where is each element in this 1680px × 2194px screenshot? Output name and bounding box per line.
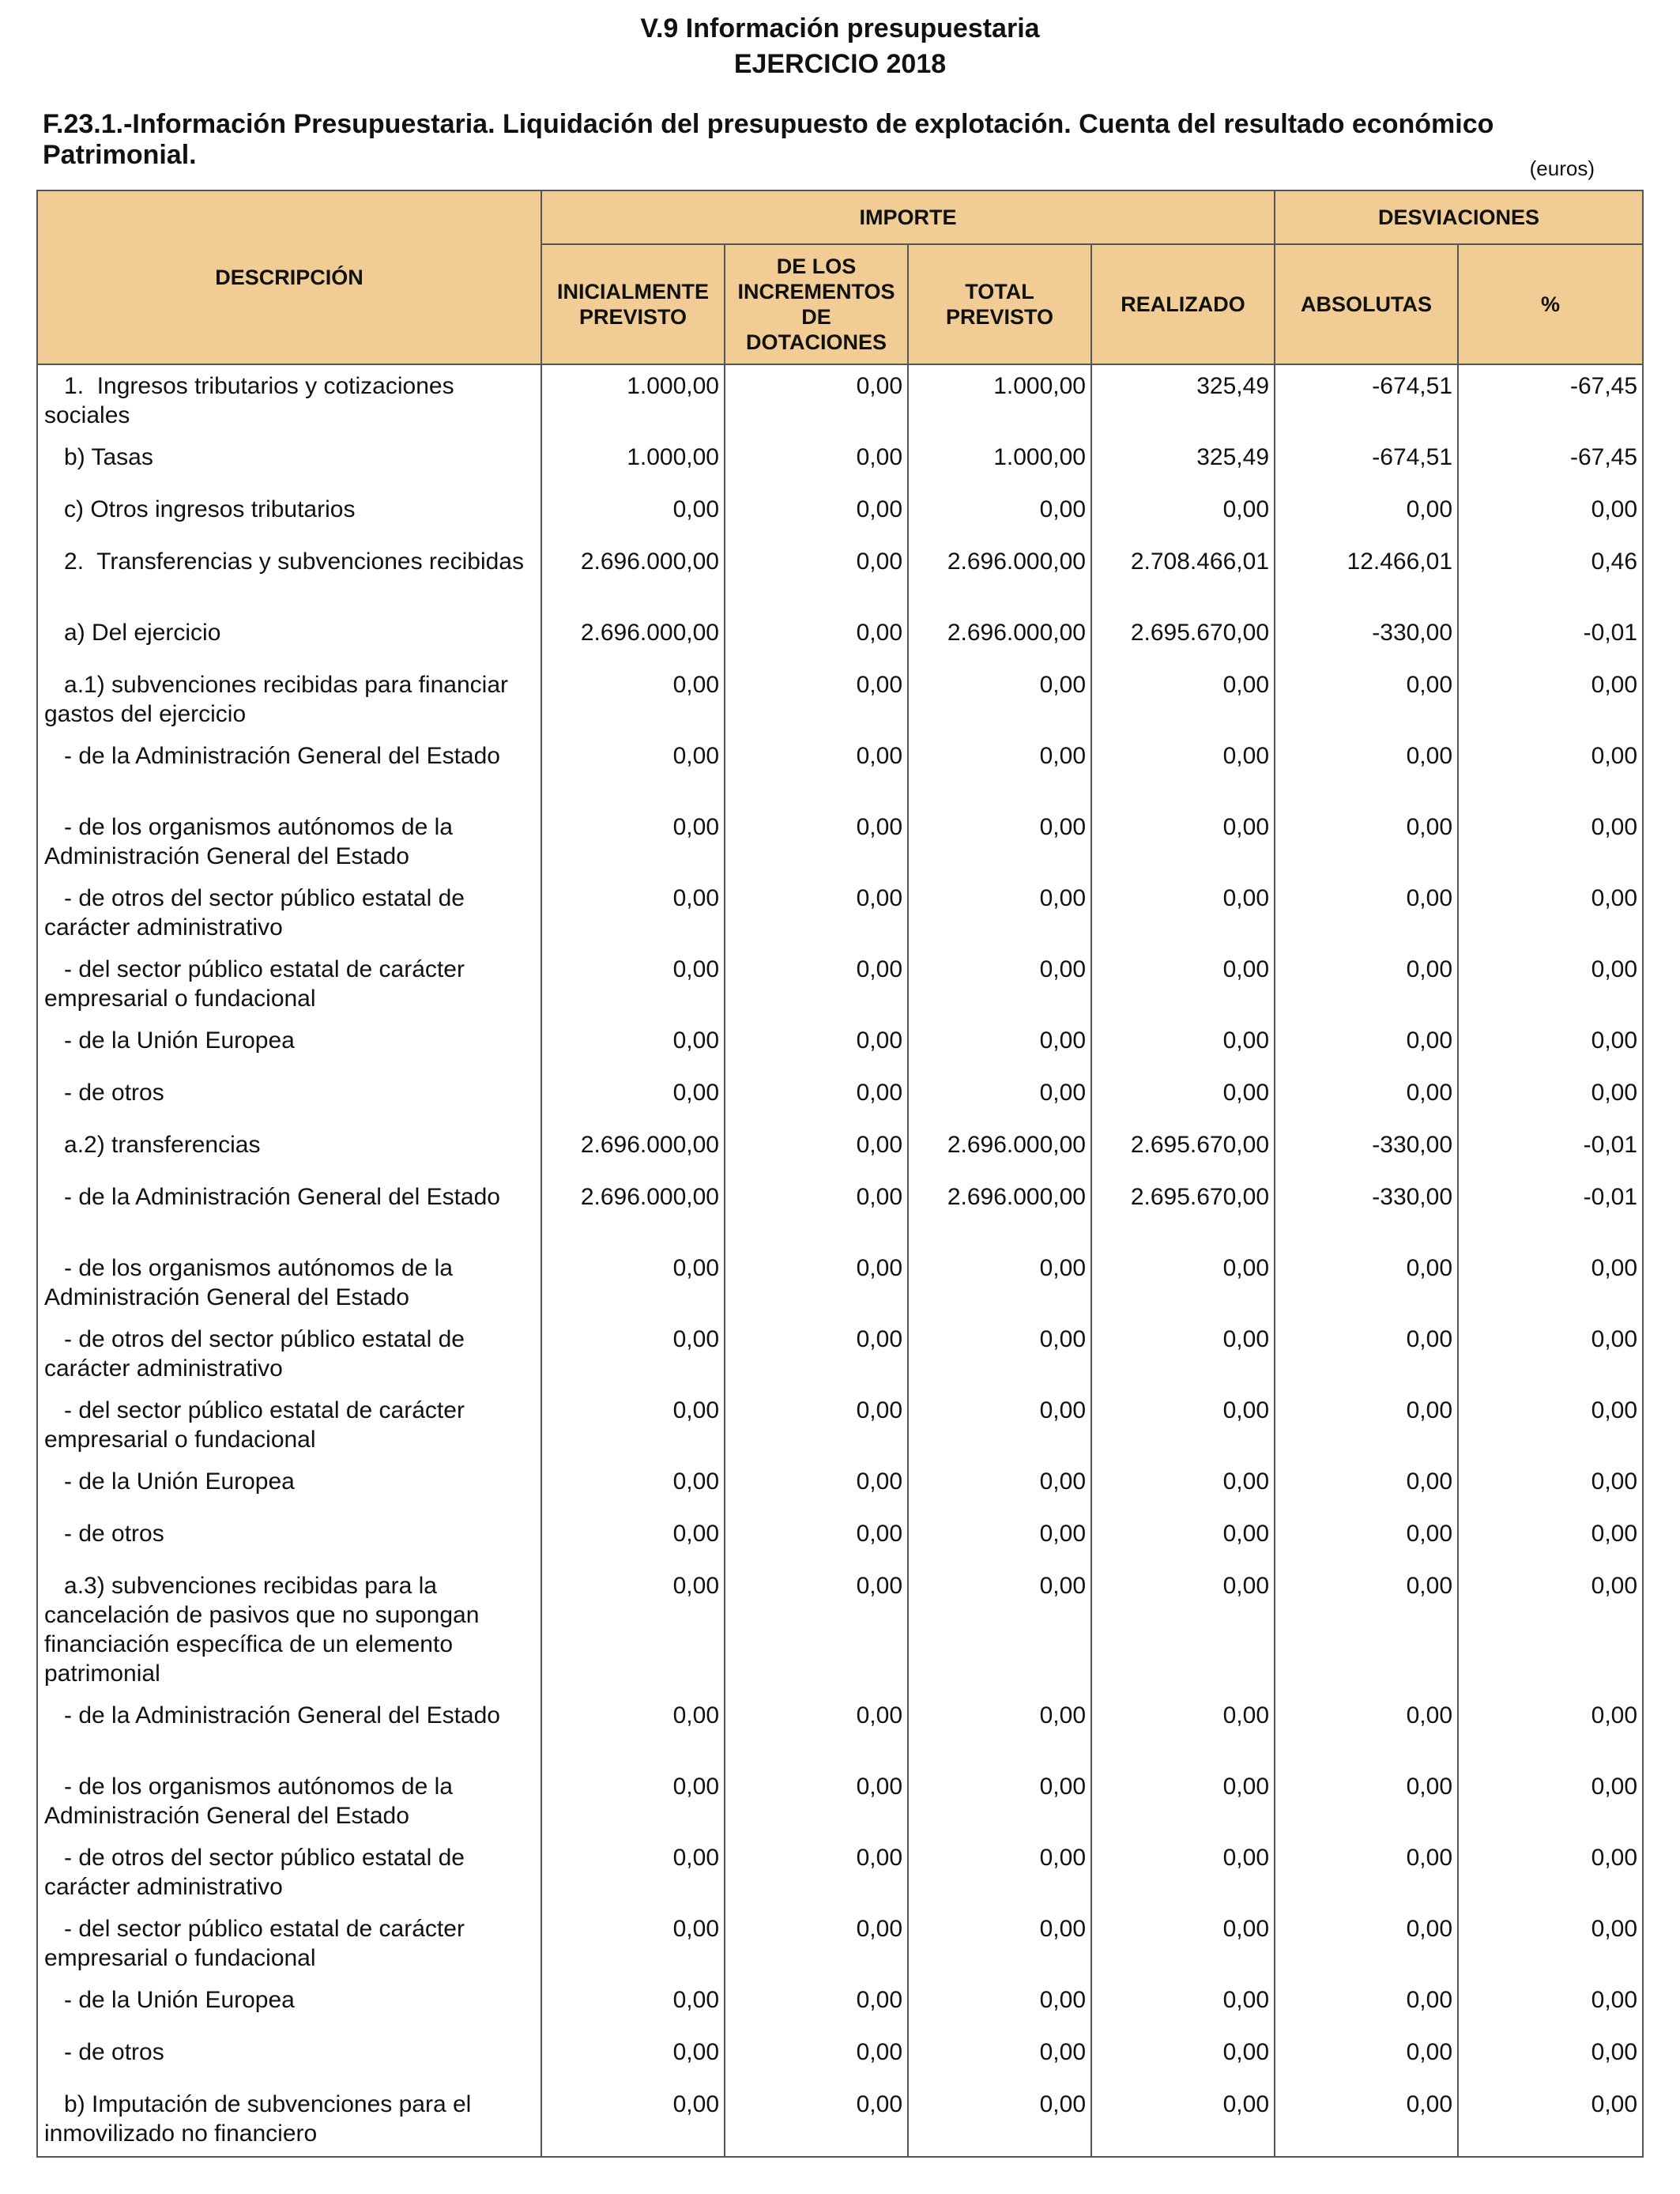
- table-row: [37, 613, 1643, 665]
- table-row: [37, 1320, 1643, 1391]
- total-previsto-cell: 0,00: [908, 879, 1091, 950]
- porcentaje-cell: 0,00: [1458, 1320, 1643, 1391]
- description-cell: a.3) subvenciones recibidas para la cancelación de pasivos que no supongan financiación específica de un elemento patrimonial: [37, 1566, 541, 1696]
- absolutas-cell: 0,00: [1275, 950, 1458, 1021]
- total-previsto-cell: 0,00: [908, 1566, 1091, 1696]
- inicialmente-previsto-cell: 0,00: [541, 1021, 725, 1073]
- realizado-cell: 0,00: [1091, 2085, 1275, 2157]
- header-porcentaje: %: [1458, 244, 1643, 364]
- description-cell: - de otros: [37, 1514, 541, 1566]
- description-cell: a) Del ejercicio: [37, 613, 541, 665]
- description-cell: - de otros: [37, 1073, 541, 1125]
- absolutas-cell: 0,00: [1275, 1981, 1458, 2033]
- porcentaje-cell: -67,45: [1458, 364, 1643, 438]
- description-cell: - del sector público estatal de carácter empresarial o fundacional: [37, 950, 541, 1021]
- inicialmente-previsto-cell: 1.000,00: [541, 438, 725, 490]
- incrementos-cell: 0,00: [725, 1566, 908, 1696]
- total-previsto-cell: 0,00: [908, 2033, 1091, 2085]
- table-row: [37, 1767, 1643, 1838]
- header-total-previsto: TOTAL PREVISTO: [908, 244, 1091, 364]
- total-previsto-cell: 1.000,00: [908, 364, 1091, 438]
- porcentaje-cell: 0,00: [1458, 1696, 1643, 1767]
- porcentaje-cell: 0,00: [1458, 2085, 1643, 2157]
- absolutas-cell: 0,00: [1275, 1838, 1458, 1909]
- table-row: [37, 1566, 1643, 1696]
- realizado-cell: 325,49: [1091, 364, 1275, 438]
- incrementos-cell: 0,00: [725, 665, 908, 737]
- realizado-cell: 2.695.670,00: [1091, 1178, 1275, 1249]
- description-cell: - del sector público estatal de carácter empresarial o fundacional: [37, 1391, 541, 1462]
- header-inicialmente-previsto: INICIALMENTE PREVISTO: [541, 244, 725, 364]
- table-body: [37, 364, 1643, 2157]
- realizado-cell: 0,00: [1091, 1514, 1275, 1566]
- table-row: [37, 2085, 1643, 2157]
- absolutas-cell: -674,51: [1275, 438, 1458, 490]
- budget-table: [36, 190, 1644, 2158]
- description-cell: - de la Administración General del Estado: [37, 1696, 541, 1767]
- porcentaje-cell: -67,45: [1458, 438, 1643, 490]
- description-cell: - de la Unión Europea: [37, 1462, 541, 1514]
- inicialmente-previsto-cell: 0,00: [541, 2033, 725, 2085]
- realizado-cell: 2.695.670,00: [1091, 613, 1275, 665]
- inicialmente-previsto-cell: 0,00: [541, 1391, 725, 1462]
- inicialmente-previsto-cell: 0,00: [541, 665, 725, 737]
- porcentaje-cell: 0,00: [1458, 1514, 1643, 1566]
- header-absolutas: ABSOLUTAS: [1275, 244, 1458, 364]
- absolutas-cell: -330,00: [1275, 1178, 1458, 1249]
- total-previsto-cell: 0,00: [908, 2085, 1091, 2157]
- page-title: V.9 Información presupuestaria: [640, 13, 1040, 43]
- porcentaje-cell: 0,00: [1458, 1073, 1643, 1125]
- description-cell: b) Imputación de subvenciones para el inmovilizado no financiero: [37, 2085, 541, 2157]
- inicialmente-previsto-cell: 0,00: [541, 1514, 725, 1566]
- total-previsto-cell: 0,00: [908, 1767, 1091, 1838]
- total-previsto-cell: 2.696.000,00: [908, 542, 1091, 613]
- table-row: [37, 1391, 1643, 1462]
- porcentaje-cell: 0,00: [1458, 879, 1643, 950]
- realizado-cell: 0,00: [1091, 2033, 1275, 2085]
- porcentaje-cell: 0,00: [1458, 808, 1643, 879]
- realizado-cell: 0,00: [1091, 1566, 1275, 1696]
- table-row: [37, 950, 1643, 1021]
- incrementos-cell: 0,00: [725, 1178, 908, 1249]
- table-row: [37, 364, 1643, 438]
- realizado-cell: 0,00: [1091, 1838, 1275, 1909]
- inicialmente-previsto-cell: 2.696.000,00: [541, 613, 725, 665]
- header-incrementos: DE LOS INCREMENTOS DE DOTACIONES: [725, 244, 908, 364]
- realizado-cell: 0,00: [1091, 665, 1275, 737]
- realizado-cell: 0,00: [1091, 1073, 1275, 1125]
- total-previsto-cell: 1.000,00: [908, 438, 1091, 490]
- realizado-cell: 0,00: [1091, 490, 1275, 542]
- absolutas-cell: -330,00: [1275, 613, 1458, 665]
- absolutas-cell: 0,00: [1275, 1021, 1458, 1073]
- total-previsto-cell: 0,00: [908, 1073, 1091, 1125]
- table-row: [37, 1073, 1643, 1125]
- inicialmente-previsto-cell: 0,00: [541, 1073, 725, 1125]
- total-previsto-cell: 0,00: [908, 1514, 1091, 1566]
- table-row: [37, 879, 1643, 950]
- incrementos-cell: 0,00: [725, 1249, 908, 1320]
- description-cell: b) Tasas: [37, 438, 541, 490]
- incrementos-cell: 0,00: [725, 1767, 908, 1838]
- incrementos-cell: 0,00: [725, 808, 908, 879]
- incrementos-cell: 0,00: [725, 1125, 908, 1178]
- realizado-cell: 0,00: [1091, 1021, 1275, 1073]
- description-cell: - de la Unión Europea: [37, 1981, 541, 2033]
- inicialmente-previsto-cell: 0,00: [541, 1696, 725, 1767]
- description-cell: c) Otros ingresos tributarios: [37, 490, 541, 542]
- absolutas-cell: 12.466,01: [1275, 542, 1458, 613]
- description-cell: - de otros del sector público estatal de carácter administrativo: [37, 1320, 541, 1391]
- total-previsto-cell: 0,00: [908, 1462, 1091, 1514]
- realizado-cell: 0,00: [1091, 1462, 1275, 1514]
- description-cell: - del sector público estatal de carácter empresarial o fundacional: [37, 1909, 541, 1981]
- absolutas-cell: 0,00: [1275, 2085, 1458, 2157]
- absolutas-cell: 0,00: [1275, 1514, 1458, 1566]
- incrementos-cell: 0,00: [725, 364, 908, 438]
- total-previsto-cell: 0,00: [908, 1021, 1091, 1073]
- incrementos-cell: 0,00: [725, 1981, 908, 2033]
- realizado-cell: 0,00: [1091, 1767, 1275, 1838]
- table-row: [37, 1178, 1643, 1249]
- realizado-cell: 0,00: [1091, 1249, 1275, 1320]
- incrementos-cell: 0,00: [725, 737, 908, 808]
- table-row: [37, 1981, 1643, 2033]
- absolutas-cell: 0,00: [1275, 1391, 1458, 1462]
- description-cell: - de la Unión Europea: [37, 1021, 541, 1073]
- total-previsto-cell: 0,00: [908, 490, 1091, 542]
- inicialmente-previsto-cell: 0,00: [541, 2085, 725, 2157]
- realizado-cell: 0,00: [1091, 1320, 1275, 1391]
- porcentaje-cell: 0,00: [1458, 1909, 1643, 1981]
- realizado-cell: 0,00: [1091, 1696, 1275, 1767]
- description-cell: - de los organismos autónomos de la Administración General del Estado: [37, 1767, 541, 1838]
- total-previsto-cell: 2.696.000,00: [908, 1125, 1091, 1178]
- porcentaje-cell: 0,00: [1458, 1767, 1643, 1838]
- absolutas-cell: 0,00: [1275, 1249, 1458, 1320]
- header-desviaciones: DESVIACIONES: [1275, 190, 1643, 244]
- total-previsto-cell: 0,00: [908, 808, 1091, 879]
- incrementos-cell: 0,00: [725, 2033, 908, 2085]
- absolutas-cell: 0,00: [1275, 2033, 1458, 2085]
- description-cell: - de los organismos autónomos de la Administración General del Estado: [37, 1249, 541, 1320]
- table-row: [37, 490, 1643, 542]
- table-row: [37, 808, 1643, 879]
- realizado-cell: 2.708.466,01: [1091, 542, 1275, 613]
- porcentaje-cell: 0,00: [1458, 2033, 1643, 2085]
- total-previsto-cell: 0,00: [908, 1249, 1091, 1320]
- porcentaje-cell: -0,01: [1458, 1178, 1643, 1249]
- table-row: [37, 438, 1643, 490]
- absolutas-cell: 0,00: [1275, 1767, 1458, 1838]
- inicialmente-previsto-cell: 0,00: [541, 1249, 725, 1320]
- inicialmente-previsto-cell: 0,00: [541, 1462, 725, 1514]
- absolutas-cell: 0,00: [1275, 1073, 1458, 1125]
- inicialmente-previsto-cell: 0,00: [541, 1838, 725, 1909]
- incrementos-cell: 0,00: [725, 1462, 908, 1514]
- total-previsto-cell: 0,00: [908, 1320, 1091, 1391]
- absolutas-cell: -674,51: [1275, 364, 1458, 438]
- porcentaje-cell: 0,00: [1458, 1981, 1643, 2033]
- total-previsto-cell: 0,00: [908, 1696, 1091, 1767]
- incrementos-cell: 0,00: [725, 438, 908, 490]
- porcentaje-cell: 0,00: [1458, 1566, 1643, 1696]
- total-previsto-cell: 2.696.000,00: [908, 613, 1091, 665]
- incrementos-cell: 0,00: [725, 1514, 908, 1566]
- table-row: [37, 737, 1643, 808]
- table-row: [37, 1462, 1643, 1514]
- inicialmente-previsto-cell: 0,00: [541, 1767, 725, 1838]
- realizado-cell: 2.695.670,00: [1091, 1125, 1275, 1178]
- table-row: [37, 1021, 1643, 1073]
- incrementos-cell: 0,00: [725, 950, 908, 1021]
- realizado-cell: 325,49: [1091, 438, 1275, 490]
- porcentaje-cell: 0,00: [1458, 737, 1643, 808]
- description-cell: 1. Ingresos tributarios y cotizaciones sociales: [37, 364, 541, 438]
- inicialmente-previsto-cell: 0,00: [541, 950, 725, 1021]
- inicialmente-previsto-cell: 0,00: [541, 1320, 725, 1391]
- absolutas-cell: 0,00: [1275, 1696, 1458, 1767]
- description-cell: - de los organismos autónomos de la Administración General del Estado: [37, 808, 541, 879]
- inicialmente-previsto-cell: 2.696.000,00: [541, 542, 725, 613]
- porcentaje-cell: 0,00: [1458, 1391, 1643, 1462]
- absolutas-cell: 0,00: [1275, 1566, 1458, 1696]
- incrementos-cell: 0,00: [725, 1391, 908, 1462]
- header-descripcion: DESCRIPCIÓN: [37, 190, 541, 364]
- page-heading: [0, 11, 1680, 82]
- inicialmente-previsto-cell: 0,00: [541, 490, 725, 542]
- absolutas-cell: 0,00: [1275, 808, 1458, 879]
- inicialmente-previsto-cell: 0,00: [541, 1566, 725, 1696]
- inicialmente-previsto-cell: 0,00: [541, 737, 725, 808]
- realizado-cell: 0,00: [1091, 1391, 1275, 1462]
- incrementos-cell: 0,00: [725, 879, 908, 950]
- realizado-cell: 0,00: [1091, 879, 1275, 950]
- table-row: [37, 1909, 1643, 1981]
- realizado-cell: 0,00: [1091, 950, 1275, 1021]
- porcentaje-cell: 0,00: [1458, 1249, 1643, 1320]
- total-previsto-cell: 0,00: [908, 1909, 1091, 1981]
- incrementos-cell: 0,00: [725, 542, 908, 613]
- total-previsto-cell: 0,00: [908, 665, 1091, 737]
- incrementos-cell: 0,00: [725, 2085, 908, 2157]
- absolutas-cell: 0,00: [1275, 737, 1458, 808]
- total-previsto-cell: 0,00: [908, 737, 1091, 808]
- description-cell: 2. Transferencias y subvenciones recibidas: [37, 542, 541, 613]
- absolutas-cell: 0,00: [1275, 1462, 1458, 1514]
- porcentaje-cell: 0,00: [1458, 1838, 1643, 1909]
- incrementos-cell: 0,00: [725, 1838, 908, 1909]
- table-row: [37, 665, 1643, 737]
- table-row: [37, 2033, 1643, 2085]
- inicialmente-previsto-cell: 2.696.000,00: [541, 1178, 725, 1249]
- absolutas-cell: 0,00: [1275, 1909, 1458, 1981]
- realizado-cell: 0,00: [1091, 808, 1275, 879]
- description-cell: - de la Administración General del Estado: [37, 737, 541, 808]
- incrementos-cell: 0,00: [725, 613, 908, 665]
- realizado-cell: 0,00: [1091, 1909, 1275, 1981]
- incrementos-cell: 0,00: [725, 1021, 908, 1073]
- inicialmente-previsto-cell: 2.696.000,00: [541, 1125, 725, 1178]
- description-cell: - de otros del sector público estatal de carácter administrativo: [37, 879, 541, 950]
- description-cell: - de otros: [37, 2033, 541, 2085]
- realizado-cell: 0,00: [1091, 737, 1275, 808]
- absolutas-cell: -330,00: [1275, 1125, 1458, 1178]
- total-previsto-cell: 0,00: [908, 950, 1091, 1021]
- total-previsto-cell: 0,00: [908, 1838, 1091, 1909]
- incrementos-cell: 0,00: [725, 1073, 908, 1125]
- section-title: F.23.1.-Información Presupuestaria. Liquidación del presupuesto de explotación. Cuenta del resultado económico Patrimonial.: [43, 109, 1494, 170]
- table-row: [37, 1838, 1643, 1909]
- table-row: [37, 1696, 1643, 1767]
- absolutas-cell: 0,00: [1275, 665, 1458, 737]
- incrementos-cell: 0,00: [725, 490, 908, 542]
- absolutas-cell: 0,00: [1275, 879, 1458, 950]
- header-realizado: REALIZADO: [1091, 244, 1275, 364]
- description-cell: - de la Administración General del Estado: [37, 1178, 541, 1249]
- description-cell: a.2) transferencias: [37, 1125, 541, 1178]
- total-previsto-cell: 0,00: [908, 1391, 1091, 1462]
- inicialmente-previsto-cell: 0,00: [541, 1981, 725, 2033]
- porcentaje-cell: 0,00: [1458, 950, 1643, 1021]
- description-cell: a.1) subvenciones recibidas para financiar gastos del ejercicio: [37, 665, 541, 737]
- porcentaje-cell: 0,46: [1458, 542, 1643, 613]
- absolutas-cell: 0,00: [1275, 490, 1458, 542]
- realizado-cell: 0,00: [1091, 1981, 1275, 2033]
- table-row: [37, 542, 1643, 613]
- units-label: (euros): [1529, 156, 1595, 180]
- incrementos-cell: 0,00: [725, 1909, 908, 1981]
- inicialmente-previsto-cell: 1.000,00: [541, 364, 725, 438]
- porcentaje-cell: 0,00: [1458, 490, 1643, 542]
- table-row: [37, 1125, 1643, 1178]
- incrementos-cell: 0,00: [725, 1320, 908, 1391]
- porcentaje-cell: 0,00: [1458, 665, 1643, 737]
- inicialmente-previsto-cell: 0,00: [541, 879, 725, 950]
- absolutas-cell: 0,00: [1275, 1320, 1458, 1391]
- header-importe: IMPORTE: [541, 190, 1275, 244]
- porcentaje-cell: 0,00: [1458, 1462, 1643, 1514]
- incrementos-cell: 0,00: [725, 1696, 908, 1767]
- page-subtitle: EJERCICIO 2018: [733, 49, 947, 79]
- table-row: [37, 1249, 1643, 1320]
- porcentaje-cell: -0,01: [1458, 613, 1643, 665]
- total-previsto-cell: 0,00: [908, 1981, 1091, 2033]
- total-previsto-cell: 2.696.000,00: [908, 1178, 1091, 1249]
- inicialmente-previsto-cell: 0,00: [541, 808, 725, 879]
- porcentaje-cell: -0,01: [1458, 1125, 1643, 1178]
- description-cell: - de otros del sector público estatal de carácter administrativo: [37, 1838, 541, 1909]
- porcentaje-cell: 0,00: [1458, 1021, 1643, 1073]
- table-row: [37, 1514, 1643, 1566]
- inicialmente-previsto-cell: 0,00: [541, 1909, 725, 1981]
